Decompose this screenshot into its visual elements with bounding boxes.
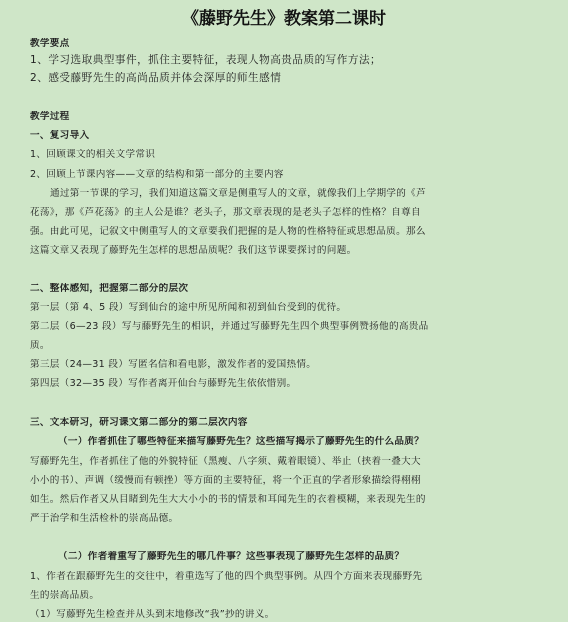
section-2-layer-3: 第三层（24—31 段）写匿名信和看电影，激发作者的爱国热情。 xyxy=(30,359,317,370)
process-heading: 教学过程 xyxy=(30,111,70,122)
section-3-answer-1-line: 严于治学和生活检朴的崇高品德。 xyxy=(30,513,179,524)
section-3-answer-2-line: 1、作者在跟藤野先生的交往中，着重选写了他的四个典型事例。从四个方面来表现藤野先 xyxy=(30,571,423,582)
objective-item-1: 1、学习选取典型事件，抓住主要特征，表现人物高贵品质的写作方法； xyxy=(30,54,382,66)
section-2-layer-2-cont: 质。 xyxy=(30,340,50,351)
section-1-item-2: 2、回顾上节课内容——文章的结构和第一部分的主要内容 xyxy=(30,169,284,180)
section-1-paragraph-line: 花荡》，那《芦花荡》的主人公是谁？老头子，那文章表现的是老头子怎样的性格？自尊自 xyxy=(30,207,421,218)
section-2-heading: 二、整体感知，把握第二部分的层次 xyxy=(30,283,189,294)
section-2-layer-4: 第四层（32—35 段）写作者离开仙台与藤野先生依依惜别。 xyxy=(30,378,297,389)
section-1-heading: 一、复习导入 xyxy=(30,130,90,141)
objective-item-2: 2、感受藤野先生的高尚品质并体会深厚的师生感情 xyxy=(30,72,282,84)
section-3-answer-1-line: 小小的书）、声调（缓慢而有顿挫）等方面的主要特征，将一个正直的学者形象描绘得栩栩 xyxy=(30,475,421,486)
section-3-answer-1-line: 如生。然后作者又从目睹到先生大大小小的书的情景和耳闻先生的衣着模糊，来表现先生的 xyxy=(30,494,426,505)
section-2-layer-1: 第一层（第 4、5 段）写到仙台的途中所见所闻和初到仙台受到的优待。 xyxy=(30,302,347,313)
section-3-answer-2-line: 生的崇高品质。 xyxy=(30,590,100,601)
objectives-heading: 教学要点 xyxy=(30,38,70,49)
section-3-heading: 三、文本研习，研习课文第二部分的第二层次内容 xyxy=(30,417,248,428)
section-1-item-1: 1、回顾课文的相关文学常识 xyxy=(30,149,156,160)
document-title: 《藤野先生》教案第二课时 xyxy=(182,9,386,29)
section-3-question-1: （一）作者抓住了哪些特征来描写藤野先生？这些描写揭示了藤野先生的什么品质？ xyxy=(58,436,425,447)
section-3-answer-1-line: 写藤野先生，作者抓住了他的外貌特征（黑瘦、八字须、戴着眼镜）、举止（挟着一叠大大 xyxy=(30,456,421,467)
section-2-layer-2: 第二层（6—23 段）写与藤野先生的相识，并通过写藤野先生四个典型事例赞扬他的高贵品 xyxy=(30,321,429,332)
section-3-question-2: （二）作者着重写了藤野先生的哪几件事？这些事表现了藤野先生怎样的品质？ xyxy=(58,551,405,562)
section-1-paragraph-line: 这篇文章又表现了藤野先生怎样的思想品质呢？我们这节课要探讨的问题。 xyxy=(30,245,357,256)
section-3-answer-2-line: （1）写藤野先生检查并从头到末地修改“我”抄的讲义。 xyxy=(30,609,275,620)
section-1-paragraph-line: 通过第一节课的学习，我们知道这篇文章是侧重写人的文章，就像我们上学期学的《芦 xyxy=(50,188,426,199)
section-1-paragraph-line: 强。由此可见，记叙文中侧重写人的文章要我们把握的是人物的性格特征或思想品质。那么 xyxy=(30,226,426,237)
